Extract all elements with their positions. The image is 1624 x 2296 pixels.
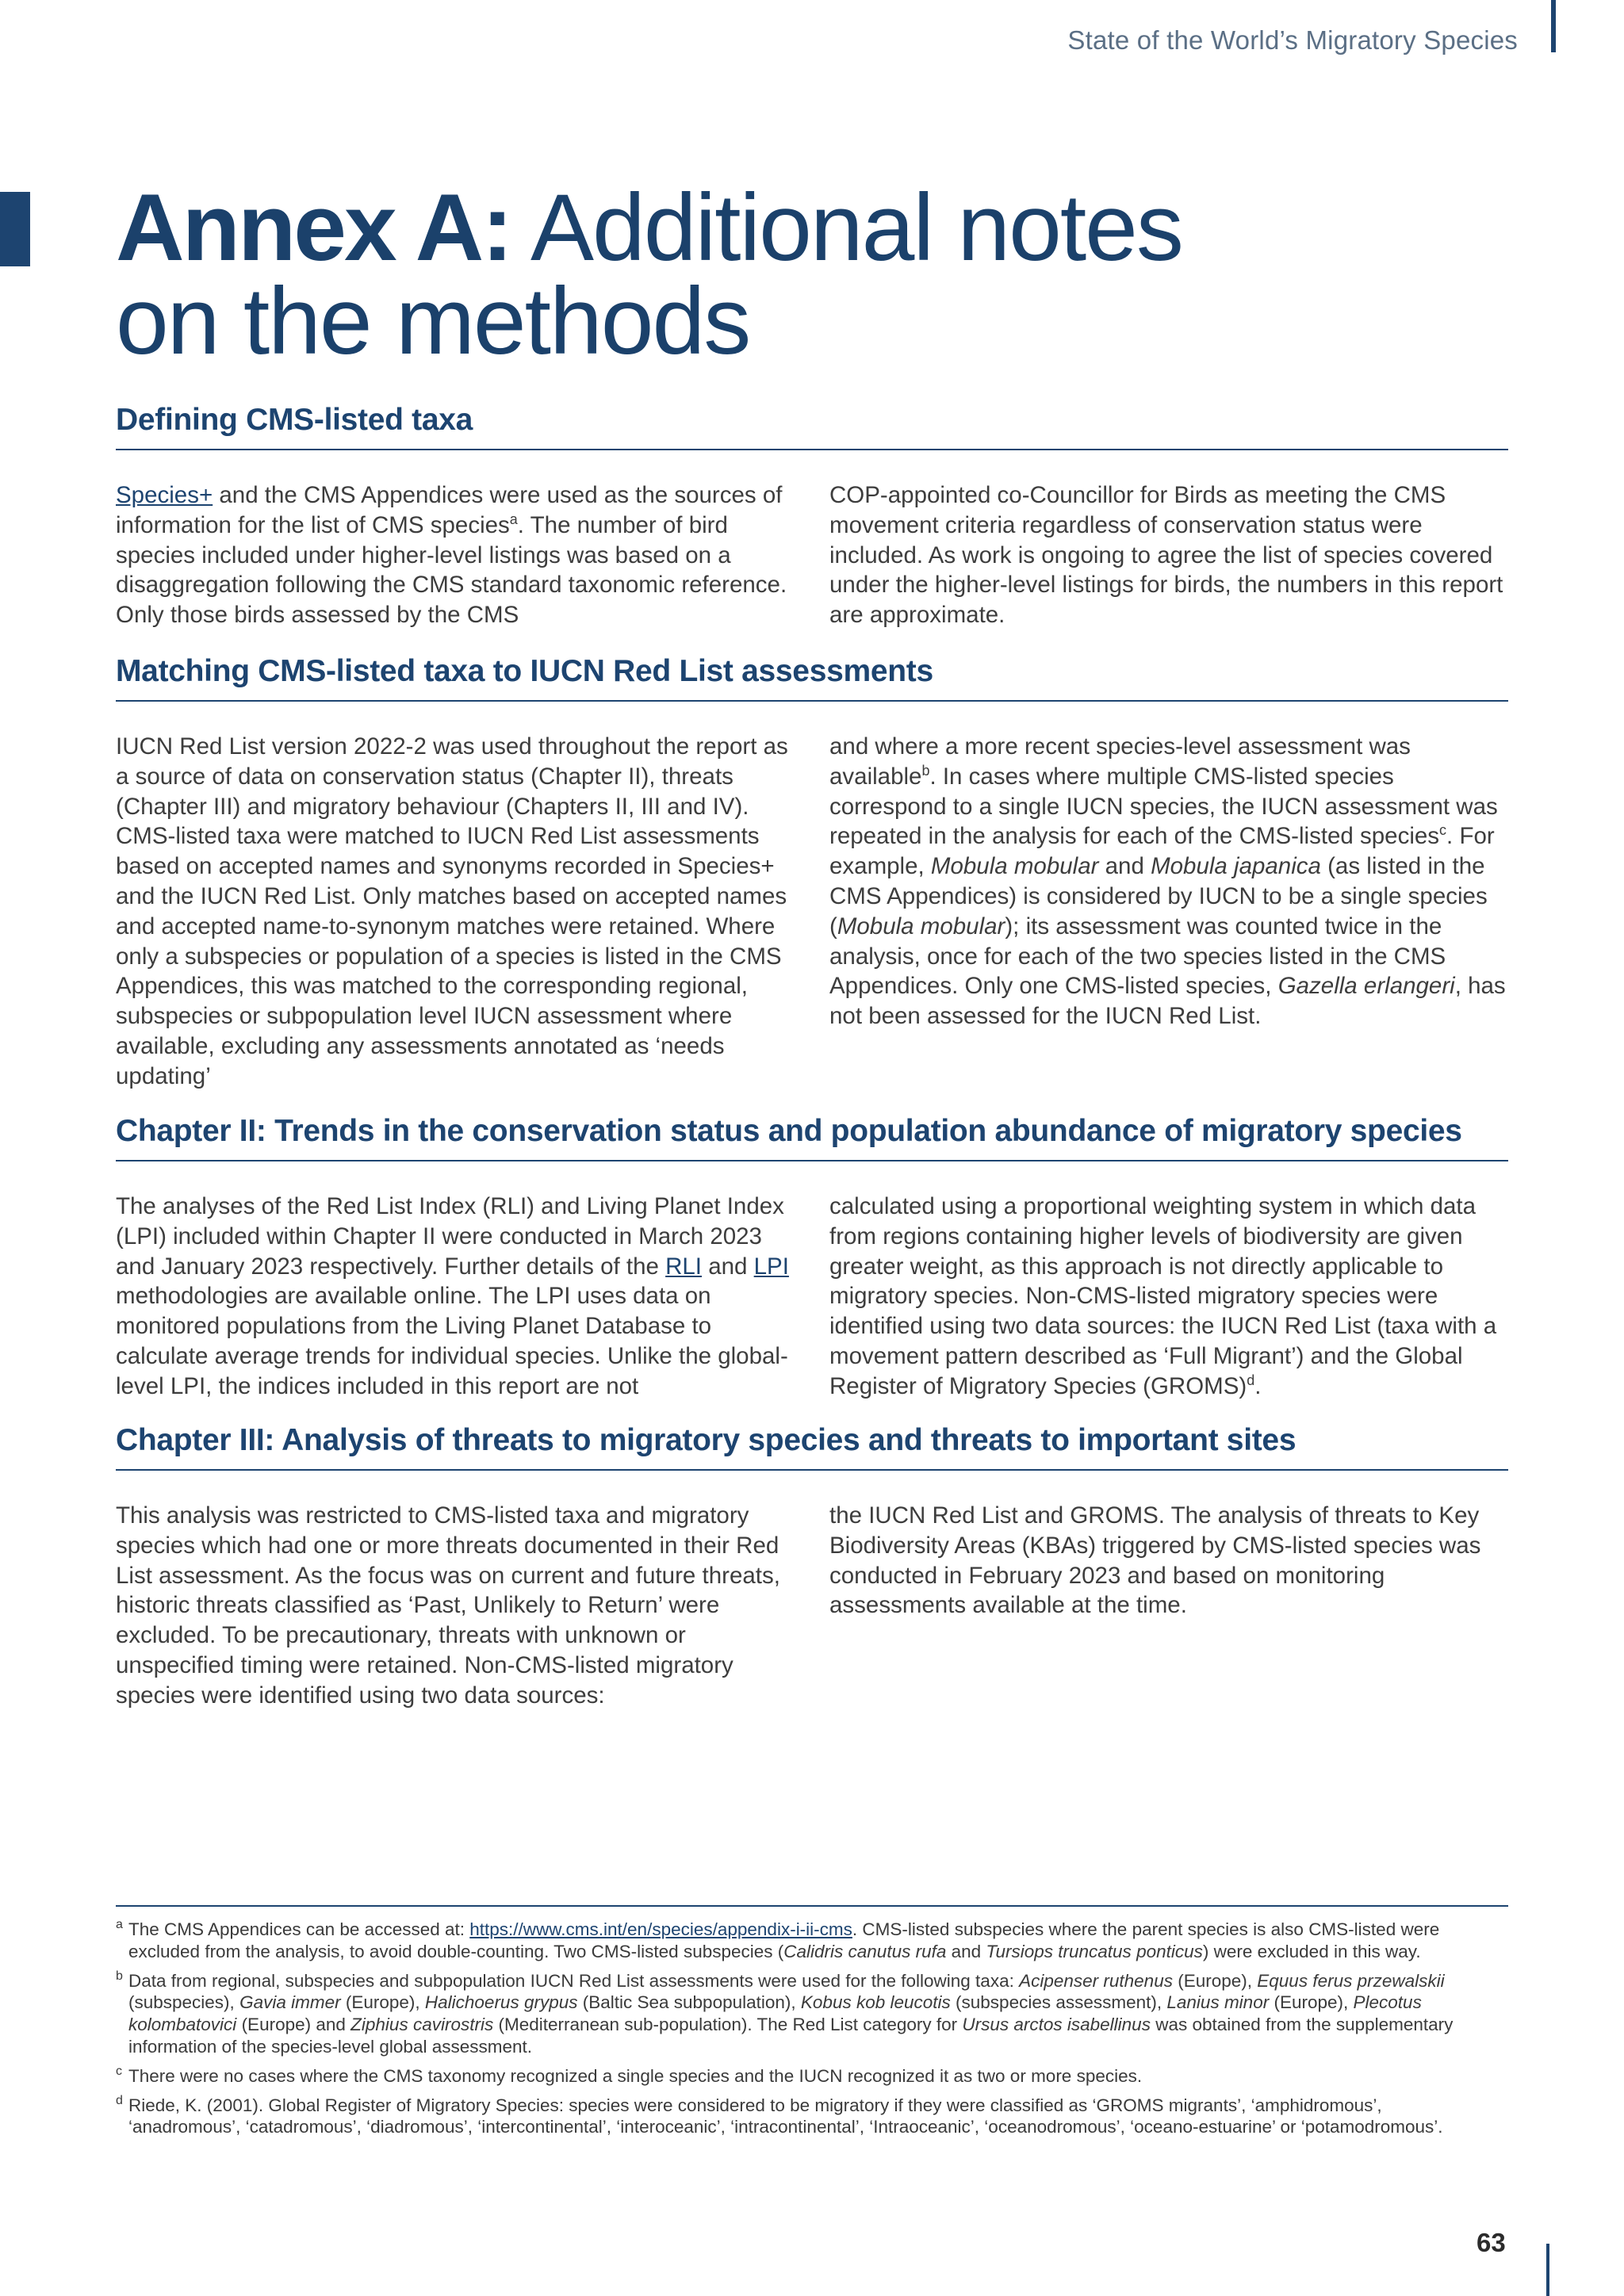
- left-column: [116, 732, 795, 1092]
- footnote-mark: b: [116, 1969, 123, 1983]
- body-text: The analyses of the Red List Index (RLI) and Living Planet Index (LPI) included within Chapter II were conducted in March 2023 and January 2023 respectively. Further details of the: [116, 1193, 784, 1280]
- left-column: [116, 1501, 795, 1711]
- species-name: Mobula mobular: [837, 913, 1005, 939]
- footnote-text: ) were excluded in this way.: [1202, 1941, 1421, 1961]
- body-text: This analysis was restricted to CMS-listed taxa and migratory species which had one or more threats documented in their Red List assessment. As the focus was on current and future threats, historic threats classified as ‘Past, Unlikely to Return’ were excluded. To be precautionary, threats with unknown or unspecified timing were retained. Non-CMS-listed migratory species were identified using two data sources:: [116, 1502, 780, 1709]
- lpi-link[interactable]: LPI: [753, 1253, 789, 1280]
- left-column: [116, 480, 795, 630]
- section-matching-iucn: [116, 654, 1508, 1092]
- right-column: [829, 732, 1508, 1092]
- page-number-accent-bar: [1546, 2244, 1549, 2296]
- species-name: Ziphius cavirostris: [350, 2015, 494, 2035]
- body-text: , has not been assessed for the IUCN Red List.: [829, 973, 1506, 1030]
- footnote-b: [116, 1970, 1496, 2058]
- body-text: the IUCN Red List and GROMS. The analysis of threats to Key Biodiversity Areas (KBAs) triggered by CMS-listed species was conducted in February 2023 and based on monitoring assessments available at the time.: [829, 1502, 1481, 1619]
- body-text: . In cases where multiple CMS-listed species correspond to a single IUCN species, the IUCN assessment was repeated in the analysis for each of the CMS-listed species: [829, 763, 1498, 850]
- section-heading: Chapter III: Analysis of threats to migratory species and threats to important sites: [116, 1423, 1508, 1471]
- section-heading: Chapter II: Trends in the conservation status and population abundance of migratory species: [116, 1114, 1508, 1161]
- left-column: [116, 1192, 795, 1402]
- right-column: [829, 1501, 1508, 1711]
- body-text: calculated using a proportional weighting system in which data from regions containing higher levels of biodiversity are given greater weight, as this approach is not directly applicable to migratory species. Non-CMS-listed migratory species were identified using two data sources: the IUCN Red List (taxa with a movement pattern described as ‘Full Migrant’) and the Global Register of Migratory Species (GROMS): [829, 1193, 1497, 1399]
- section-heading: Defining CMS-listed taxa: [116, 403, 1508, 450]
- section-chapter-iii: [116, 1423, 1508, 1711]
- body-text: ); its assessment was counted twice in the analysis, once for each of the two species listed in the CMS Appendices. Only one CMS-listed species,: [829, 913, 1446, 1000]
- footnote-ref[interactable]: c: [1439, 822, 1447, 839]
- section-chapter-ii: [116, 1114, 1508, 1402]
- footnote-text: Data from regional, subspecies and subpopulation IUCN Red List assessments were used for the following taxa:: [128, 1970, 1020, 1991]
- body-text: and the CMS Appendices were used as the sources of information for the list of CMS species: [116, 482, 783, 538]
- body-text: and where a more recent species-level assessment was available: [829, 733, 1411, 790]
- footnote-mark: d: [116, 2093, 123, 2107]
- body-text: IUCN Red List version 2022-2 was used throughout the report as a source of data on conservation status (Chapter II), threats (Chapter III) and migratory behaviour (Chapters II, III and IV). CMS-listed taxa were matched to IUCN Red List assessments based on accepted names and synonyms recorded in Species+ and the IUCN Red List. Only matches based on accepted names and accepted name-to-synonym matches were retained. Where only a subspecies or population of a species is listed in the CMS Appendices, this was matched to the corresponding regional, subspecies or subpopulation level IUCN assessment where available, excluding any assessments annotated as ‘needs updating’: [116, 733, 788, 1089]
- footnote-text: (Europe),: [1269, 1992, 1354, 2013]
- section-heading: Matching CMS-listed taxa to IUCN Red List assessments: [116, 654, 1508, 702]
- footnote-text: . CMS-listed subspecies where the parent species is also CMS-listed were excluded from the analysis, to avoid double-counting. Two CMS-listed subspecies (: [128, 1919, 1440, 1961]
- species-name: Ursus arctos isabellinus: [962, 2015, 1151, 2035]
- body-text: .: [1254, 1372, 1262, 1399]
- species-name: Acipenser ruthenus: [1019, 1970, 1173, 1991]
- title-text: Additional notes: [511, 174, 1182, 281]
- body-text: . The number of bird species included under higher-level listings was based on a disaggregation following the CMS standard taxonomic reference. Only those birds assessed by the CMS: [116, 511, 787, 629]
- rli-link[interactable]: RLI: [665, 1253, 703, 1280]
- species-name: Equus ferus przewalskii: [1257, 1970, 1445, 1991]
- species-name: Lanius minor: [1166, 1992, 1270, 2013]
- page-title: [116, 174, 1182, 374]
- title-accent-bar: [0, 192, 30, 266]
- footnote-text: (subspecies assessment),: [950, 1992, 1167, 2013]
- footnote-text: (Baltic Sea subpopulation),: [577, 1992, 801, 2013]
- footnote-text: and: [946, 1941, 986, 1961]
- running-header: State of the World’s Migratory Species: [1067, 25, 1518, 55]
- species-name: Plecotus kolombatovici: [128, 1992, 1422, 2035]
- footnote-ref[interactable]: b: [921, 762, 930, 779]
- page-number: 63: [1477, 2228, 1506, 2257]
- footnotes: [116, 1919, 1496, 2145]
- body-text: COP-appointed co-Councillor for Birds as meeting the CMS movement criteria regardless of conservation status were included. As work is ongoing to agree the list of species covered under the higher-level listings for birds, the numbers in this report are approximate.: [829, 482, 1503, 629]
- header-accent-bar: [1551, 0, 1556, 52]
- footnote-d: [116, 2095, 1496, 2139]
- footnote-text: The CMS Appendices can be accessed at:: [128, 1919, 470, 1939]
- body-text: (as listed in the CMS Appendices) is considered by IUCN to be a single species (: [829, 853, 1488, 939]
- footnote-ref[interactable]: a: [509, 511, 518, 527]
- footnote-c: [116, 2065, 1496, 2087]
- footnote-text: was obtained from the supplementary information of the species-level global assessment.: [128, 2015, 1454, 2057]
- body-text: and: [702, 1253, 754, 1280]
- species-name: Kobus kob leucotis: [800, 1992, 951, 2013]
- body-text: methodologies are available online. The LPI uses data on monitored populations from the Living Planet Database to calculate average trends for individual species. Unlike the global-level LPI, the indices included in this report are not: [116, 1283, 788, 1399]
- footnote-text: Riede, K. (2001). Global Register of Migratory Species: species were considered to be migratory if they were classified as ‘GROMS migrants’, ‘amphidromous’, ‘anadromous’, ‘catadromous’, ‘diadromous’, ‘intercontinental’, ‘interoceanic’, ‘intracontinental’, ‘Intraoceanic’, ‘oceanodromous’, ‘oceano-estuarine’ or ‘potamodromous’.: [128, 2095, 1443, 2137]
- footnote-text: There were no cases where the CMS taxonomy recognized a single species and the IUCN recognized it as two or more species.: [128, 2065, 1143, 2086]
- section-defining-cms-taxa: [116, 403, 1508, 630]
- species-name: Tursiops truncatus ponticus: [986, 1941, 1203, 1961]
- species-name: Calidris canutus rufa: [783, 1941, 947, 1961]
- species-plus-link[interactable]: Species+: [116, 482, 213, 508]
- footnote-divider: [116, 1905, 1508, 1907]
- footnote-text: (Europe),: [1172, 1970, 1258, 1991]
- species-name: Halichoerus grypus: [424, 1992, 578, 2013]
- species-name: Gazella erlangeri: [1277, 973, 1455, 1000]
- species-name: Mobula japanica: [1151, 853, 1321, 880]
- footnote-ref[interactable]: d: [1247, 1372, 1255, 1388]
- footnote-text: (Europe) and: [236, 2015, 351, 2035]
- footnote-mark: c: [116, 2064, 122, 2078]
- cms-appendix-link[interactable]: https://www.cms.int/en/species/appendix-i-ii-cms: [469, 1919, 852, 1939]
- title-annex-label: Annex A:: [116, 174, 511, 281]
- footnote-text: (subspecies),: [128, 1992, 240, 2013]
- footnote-text: (Mediterranean sub-population). The Red List category for: [493, 2015, 963, 2035]
- footnote-a: [116, 1919, 1496, 1963]
- species-name: Gavia immer: [239, 1992, 341, 2013]
- right-column: [829, 480, 1508, 630]
- footnote-mark: a: [116, 1918, 123, 1931]
- footnote-text: (Europe),: [340, 1992, 425, 2013]
- species-name: Mobula mobular: [930, 853, 1099, 880]
- right-column: [829, 1192, 1508, 1402]
- body-text: . For example,: [829, 823, 1495, 880]
- body-text: and: [1098, 853, 1151, 880]
- title-line-2: on the methods: [116, 268, 750, 374]
